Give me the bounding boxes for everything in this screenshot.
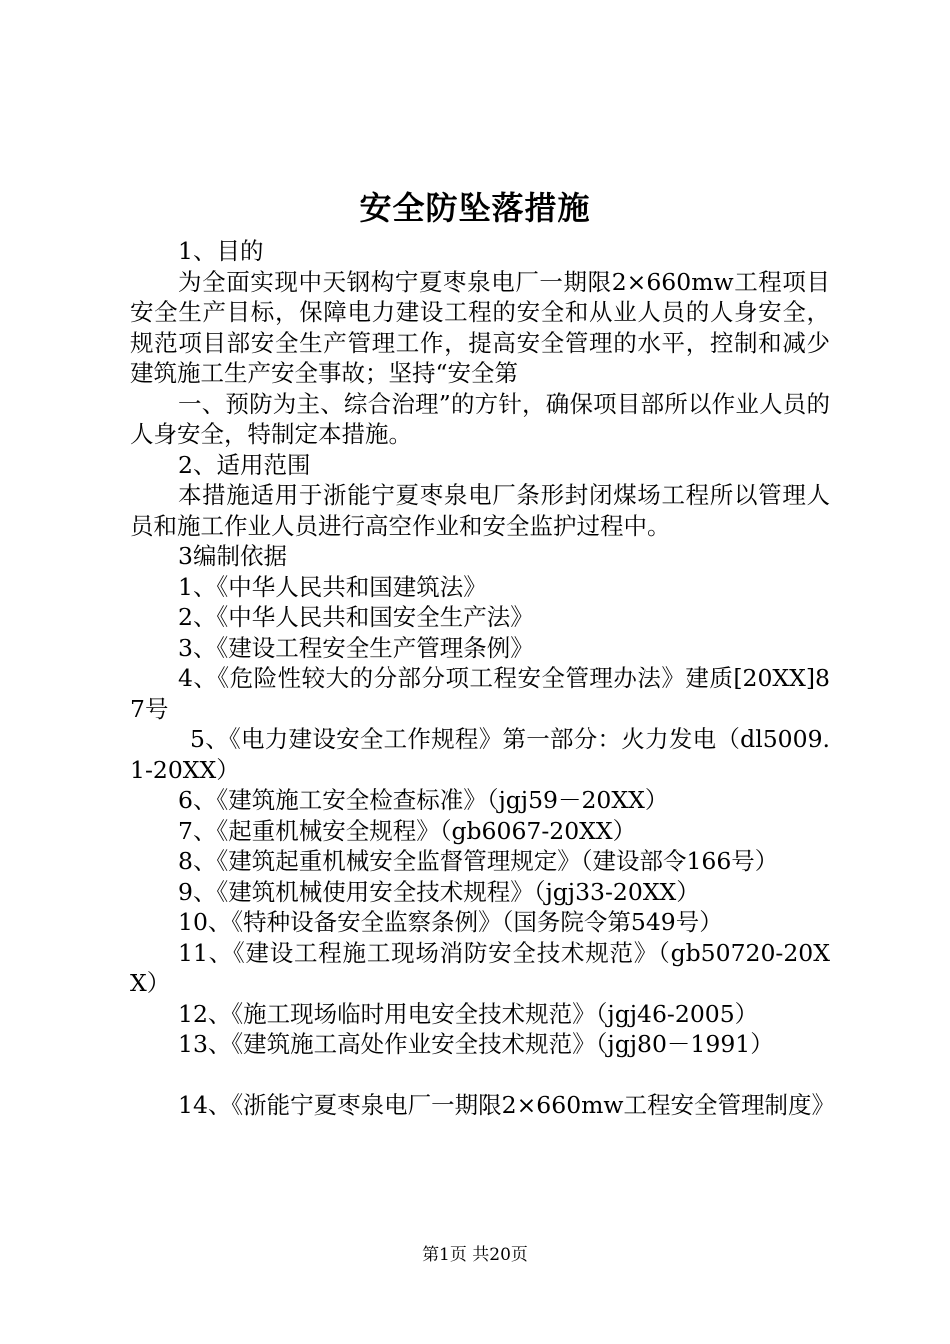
paragraph-policy: 一、预防为主、综合治理”的方针，确保项目部所以作业人员的人身安全，特制定本措施。 — [130, 389, 830, 448]
list-item: 10、《特种设备安全监察条例》（国务院令第549号） — [178, 908, 723, 936]
section-heading-basis: 3编制依据 — [178, 542, 287, 570]
document-title: 安全防坠落措施 — [359, 189, 591, 227]
list-item: 1、《中华人民共和国建筑法》 — [178, 572, 487, 601]
section-heading-scope: 2、适用范围 — [178, 450, 311, 479]
list-item: 5、《电力建设安全工作规程》第一部分：火力发电（dl5009.1-20XX） — [130, 725, 830, 784]
list-item: 3、《建设工程安全生产管理条例》 — [178, 633, 534, 662]
list-item: 2、《中华人民共和国安全生产法》 — [178, 603, 534, 631]
list-item: 8、《建筑起重机械安全监督管理规定》（建设部令166号） — [178, 847, 779, 875]
list-item: 4、《危险性较大的分部分项工程安全管理办法》建质[20XX]87号 — [130, 664, 830, 723]
list-item: 13、《建筑施工高处作业安全技术规范》（jgj80－1991） — [178, 1030, 774, 1058]
list-item: 7、《起重机械安全规程》（gb6067-20XX） — [178, 816, 637, 845]
list-item: 11、《建设工程施工现场消防安全技术规范》（gb50720-20XX） — [130, 938, 830, 997]
list-item: 6、《建筑施工安全检查标准》（jgj59－20XX） — [178, 786, 669, 814]
blank-line — [130, 1060, 830, 1090]
paragraph-purpose: 为全面实现中天钢构宁夏枣泉电厂一期限2×660mw工程项目安全生产目标，保障电力建设工程的安全和从业人员的人身安全，规范项目部安全生产管理工作，提高安全管理的水平，控制和减少建筑施工生产安全事故；坚持“安全第 — [130, 267, 830, 387]
document-body — [130, 236, 836, 1120]
list-item: 14、《浙能宁夏枣泉电厂一期限2×660mw工程安全管理制度》 — [178, 1090, 836, 1119]
page-number-footer: 第1页 共20页 — [422, 1245, 528, 1265]
section-heading-purpose: 1、目的 — [178, 237, 264, 265]
paragraph-scope: 本措施适用于浙能宁夏枣泉电厂条形封闭煤场工程所以管理人员和施工作业人员进行高空作业和安全监护过程中。 — [130, 481, 830, 540]
list-item: 12、《施工现场临时用电安全技术规范》（jgj46-2005） — [178, 999, 759, 1028]
list-item: 9、《建筑机械使用安全技术规程》（jgj33-20XX） — [178, 877, 700, 906]
